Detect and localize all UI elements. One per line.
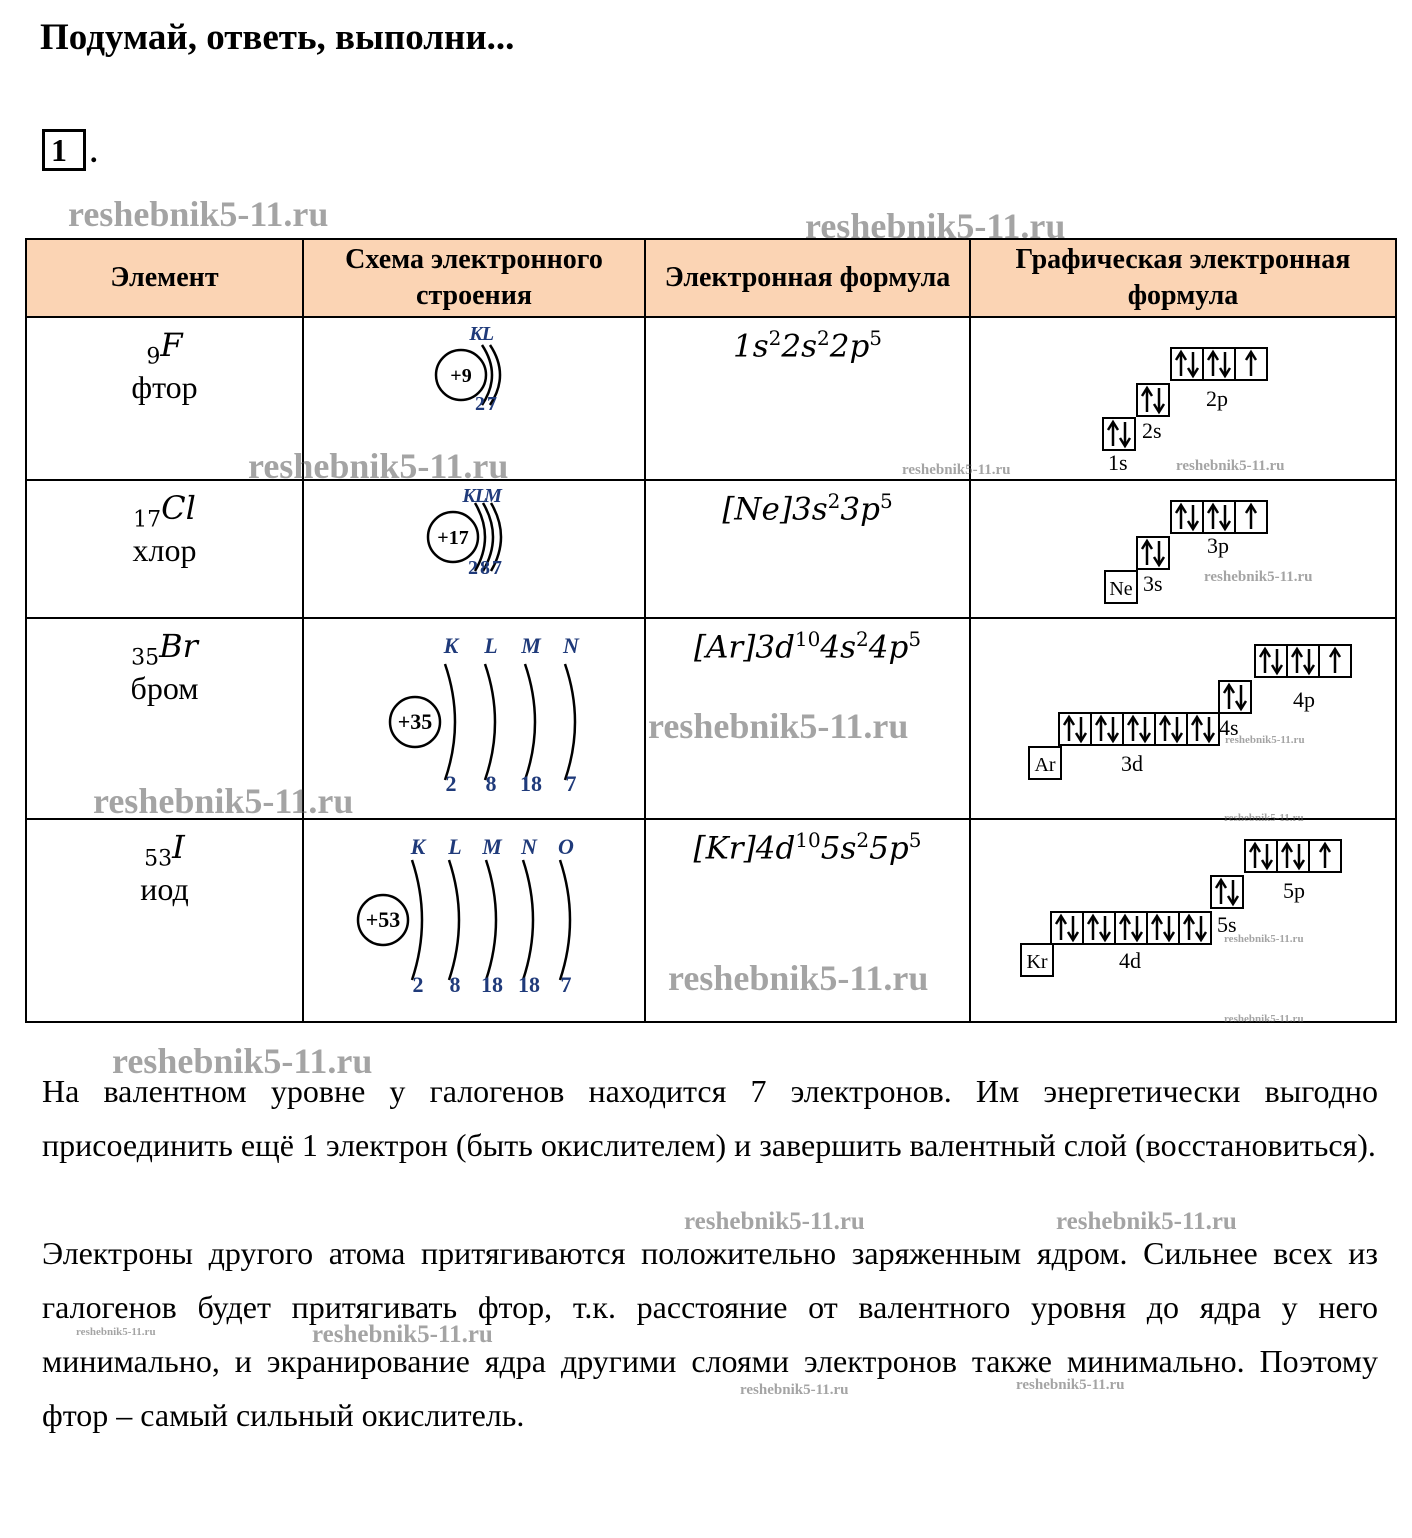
atomic-number: 17 (133, 507, 162, 533)
subshell-electrons: 10 (795, 828, 821, 852)
electron-formula-cell (645, 317, 970, 480)
atomic-number: 35 (131, 645, 160, 671)
orbital-box (1115, 912, 1147, 944)
task-number-dot: . (90, 136, 98, 169)
atom-shell-diagram (304, 481, 642, 612)
subshell-label: 4s (1219, 715, 1239, 740)
orbital-box (1059, 713, 1091, 745)
subshell-electrons: 2 (768, 326, 782, 350)
orbital-box (1255, 645, 1287, 677)
core-label: Ne (1109, 578, 1133, 600)
watermark: reshebnik5-11.ru (1176, 458, 1285, 474)
subshell-term: 3d (755, 629, 795, 666)
table-row (26, 618, 1396, 819)
orbital-box (1171, 501, 1203, 533)
element-cell (26, 618, 303, 819)
orbital-box (1187, 713, 1219, 745)
element-cell (26, 819, 303, 1022)
subshell-term: 5s (820, 830, 857, 867)
electron-shell-arc (449, 860, 459, 980)
shell-label: L (474, 485, 488, 507)
watermark: reshebnik5-11.ru (1204, 569, 1313, 585)
orbital-box (1171, 348, 1203, 380)
subshell-electrons: 5 (908, 828, 922, 852)
table-row (26, 819, 1396, 1022)
shell-electron-count: 7 (560, 972, 572, 997)
table-row (26, 317, 1396, 480)
subshell-label: 3s (1143, 571, 1163, 596)
subshell-electrons: 2 (856, 627, 869, 651)
orbital-box (1155, 713, 1187, 745)
atom-shell-diagram (304, 318, 642, 474)
element-name: бром (130, 670, 199, 707)
shell-electron-count: 7 (492, 557, 502, 579)
nucleus-charge: +35 (397, 709, 433, 734)
subshell-term: 5p (869, 830, 909, 867)
shell-label: O (558, 834, 574, 859)
atom-shell-diagram (304, 820, 642, 1016)
electron-formula-cell (645, 819, 970, 1022)
shell-label: K (462, 485, 476, 507)
watermark: reshebnik5-11.ru (76, 1326, 156, 1338)
orbital-box-diagram (971, 619, 1393, 813)
shell-electron-count: 2 (475, 393, 485, 415)
shell-electron-count: 18 (518, 972, 540, 997)
orbital-box (1137, 537, 1169, 569)
subshell-label: 3d (1121, 751, 1143, 776)
orbital-box (1137, 384, 1169, 416)
shell-electron-count: 7 (487, 393, 497, 415)
col-header-graphic: Графическая электронная формула (970, 239, 1396, 317)
noble-gas-core: [Ar] (693, 629, 756, 666)
shell-electron-count: 2 (412, 972, 424, 997)
orbital-box (1179, 912, 1211, 944)
atomic-number: 53 (144, 846, 173, 872)
shell-label: M (484, 485, 502, 507)
watermark: reshebnik5-11.ru (684, 1208, 865, 1235)
orbital-box (1287, 645, 1319, 677)
elements-table (25, 238, 1397, 1023)
electron-shell-arc (525, 664, 535, 780)
electron-shell-arc (445, 664, 455, 780)
nucleus-charge: +9 (450, 365, 472, 387)
watermark: reshebnik5-11.ru (805, 206, 1066, 246)
table-header-row (26, 239, 1396, 317)
subshell-term: 1s (732, 328, 769, 365)
watermark: reshebnik5-11.ru (248, 446, 509, 486)
col-header-element: Элемент (26, 239, 303, 317)
nucleus-charge: +17 (437, 527, 469, 549)
symbol-text: Cl (161, 489, 196, 527)
element-symbol (27, 627, 302, 670)
orbital-diagram-cell (970, 819, 1396, 1022)
subshell-electrons: 2 (816, 326, 830, 350)
atomic-number: 9 (146, 344, 161, 370)
orbital-box (1277, 840, 1309, 872)
element-cell (26, 317, 303, 480)
noble-gas-core: [Kr] (693, 830, 756, 867)
shell-electron-count: 8 (480, 557, 490, 579)
subshell-label: 4d (1119, 948, 1141, 973)
shell-electron-count: 7 (565, 771, 577, 796)
shell-electron-count: 8 (449, 972, 461, 997)
watermark: reshebnik5-11.ru (1224, 812, 1304, 824)
orbital-box (1083, 912, 1115, 944)
electron-formula-cell (645, 618, 970, 819)
orbital-box-diagram (971, 318, 1393, 474)
subshell-electrons: 10 (794, 627, 821, 651)
element-symbol (27, 326, 302, 369)
subshell-label: 3p (1207, 533, 1229, 558)
shell-label: K (469, 323, 483, 345)
subshell-electrons: 5 (869, 326, 883, 350)
shell-electron-count: 18 (520, 771, 542, 796)
orbital-diagram-cell (970, 317, 1396, 480)
electron-shell-arc (523, 860, 533, 980)
orbital-box (1245, 840, 1277, 872)
watermark: reshebnik5-11.ru (93, 781, 354, 821)
shell-label: L (484, 633, 498, 658)
electron-shell-arc (486, 860, 496, 980)
subshell-term: 4p (868, 629, 909, 666)
shell-label: N (563, 633, 579, 658)
shell-label: L (481, 323, 495, 345)
shell-electron-count: 2 (445, 771, 457, 796)
symbol-text: Br (159, 627, 198, 665)
electron-shell-arc (485, 664, 495, 780)
scheme-cell (303, 819, 645, 1022)
watermark: reshebnik5-11.ru (668, 958, 929, 998)
watermark: reshebnik5-11.ru (112, 1041, 373, 1081)
subshell-electrons: 2 (827, 489, 841, 513)
subshell-term: 3p (840, 491, 880, 528)
element-name: иод (140, 871, 189, 908)
subshell-label: 5p (1283, 878, 1305, 903)
subshell-electrons: 5 (879, 489, 893, 513)
symbol-text: I (172, 828, 185, 866)
scheme-cell (303, 317, 645, 480)
nucleus-charge: +53 (365, 907, 401, 932)
element-name: фтор (131, 369, 198, 406)
watermark: reshebnik5-11.ru (312, 1321, 493, 1348)
orbital-box (1219, 681, 1251, 713)
subshell-label: 2s (1142, 418, 1162, 443)
element-symbol (27, 489, 302, 532)
electron-formula-cell (645, 480, 970, 618)
subshell-label: 4p (1293, 687, 1315, 712)
subshell-term: 3s (791, 491, 828, 528)
core-label: Kr (1026, 951, 1048, 973)
shell-label: K (443, 633, 459, 658)
orbital-box (1091, 713, 1123, 745)
page-title: Подумай, ответь, выполни... (40, 17, 515, 58)
watermark: reshebnik5-11.ru (902, 462, 1011, 478)
table-row (26, 480, 1396, 618)
subshell-label: 1s (1108, 450, 1128, 474)
atom-shell-diagram (304, 619, 642, 813)
noble-gas-core: [Ne] (722, 491, 792, 528)
shell-electron-count: 2 (468, 557, 478, 579)
electron-shell-arc (565, 664, 575, 780)
shell-label: N (521, 834, 537, 859)
orbital-box (1203, 348, 1235, 380)
subshell-term: 4d (755, 830, 796, 867)
orbital-box-diagram (971, 481, 1393, 612)
electron-shell-arc (560, 860, 570, 980)
orbital-box (1123, 713, 1155, 745)
watermark: reshebnik5-11.ru (1225, 734, 1305, 746)
scheme-cell (303, 480, 645, 618)
col-header-formula: Электронная формула (645, 239, 970, 317)
orbital-box (1203, 501, 1235, 533)
subshell-electrons: 5 (908, 627, 922, 651)
orbital-box (1211, 876, 1243, 908)
element-cell (26, 480, 303, 618)
shell-electron-count: 18 (481, 972, 503, 997)
col-header-scheme: Схема электронного строения (303, 239, 645, 317)
shell-label: M (521, 633, 541, 658)
orbital-box (1103, 418, 1135, 450)
shell-electron-count: 8 (485, 771, 497, 796)
orbital-diagram-cell (970, 480, 1396, 618)
task-number-box: 1 (42, 129, 86, 171)
subshell-label: 2p (1206, 386, 1228, 411)
watermark: reshebnik5-11.ru (648, 706, 909, 746)
scheme-cell (303, 618, 645, 819)
shell-label: K (410, 834, 426, 859)
subshell-electrons: 2 (856, 828, 870, 852)
watermark: reshebnik5-11.ru (68, 194, 329, 234)
electron-shell-arc (412, 860, 422, 980)
shell-label: M (482, 834, 502, 859)
subshell-term: 2p (829, 328, 870, 365)
watermark: reshebnik5-11.ru (1016, 1377, 1125, 1393)
watermark: reshebnik5-11.ru (1056, 1208, 1237, 1235)
element-symbol (27, 828, 302, 871)
orbital-diagram-cell (970, 618, 1396, 819)
watermark: reshebnik5-11.ru (740, 1382, 849, 1398)
orbital-box (1147, 912, 1179, 944)
subshell-term: 4s (820, 629, 857, 666)
orbital-box-diagram (971, 820, 1393, 1016)
subshell-label: 5s (1217, 912, 1237, 937)
paragraph-oxidizer: Электроны другого атома притягиваются положительно заряженным ядром. Сильнее всех из галогенов будет притягивать фтор, т.к. расстояние от валентного уровня до ядра у него минимально, и экранирование ядра другими слоями электронов также минимально. Поэтому фтор – самый сильный окислитель. (42, 1235, 1378, 1433)
watermark: reshebnik5-11.ru (1224, 933, 1304, 945)
shell-label: L (448, 834, 462, 859)
watermark: reshebnik5-11.ru (1224, 1013, 1304, 1025)
orbital-box (1051, 912, 1083, 944)
subshell-term: 2s (781, 328, 817, 365)
core-label: Ar (1034, 754, 1056, 776)
element-name: хлор (132, 532, 197, 569)
symbol-text: F (160, 326, 183, 364)
paragraph-valence: На валентном уровне у галогенов находится 7 электронов. Им энергетически выгодно присоединить ещё 1 электрон (быть окислителем) и завершить валентный слой (восстановиться). (42, 1073, 1378, 1163)
